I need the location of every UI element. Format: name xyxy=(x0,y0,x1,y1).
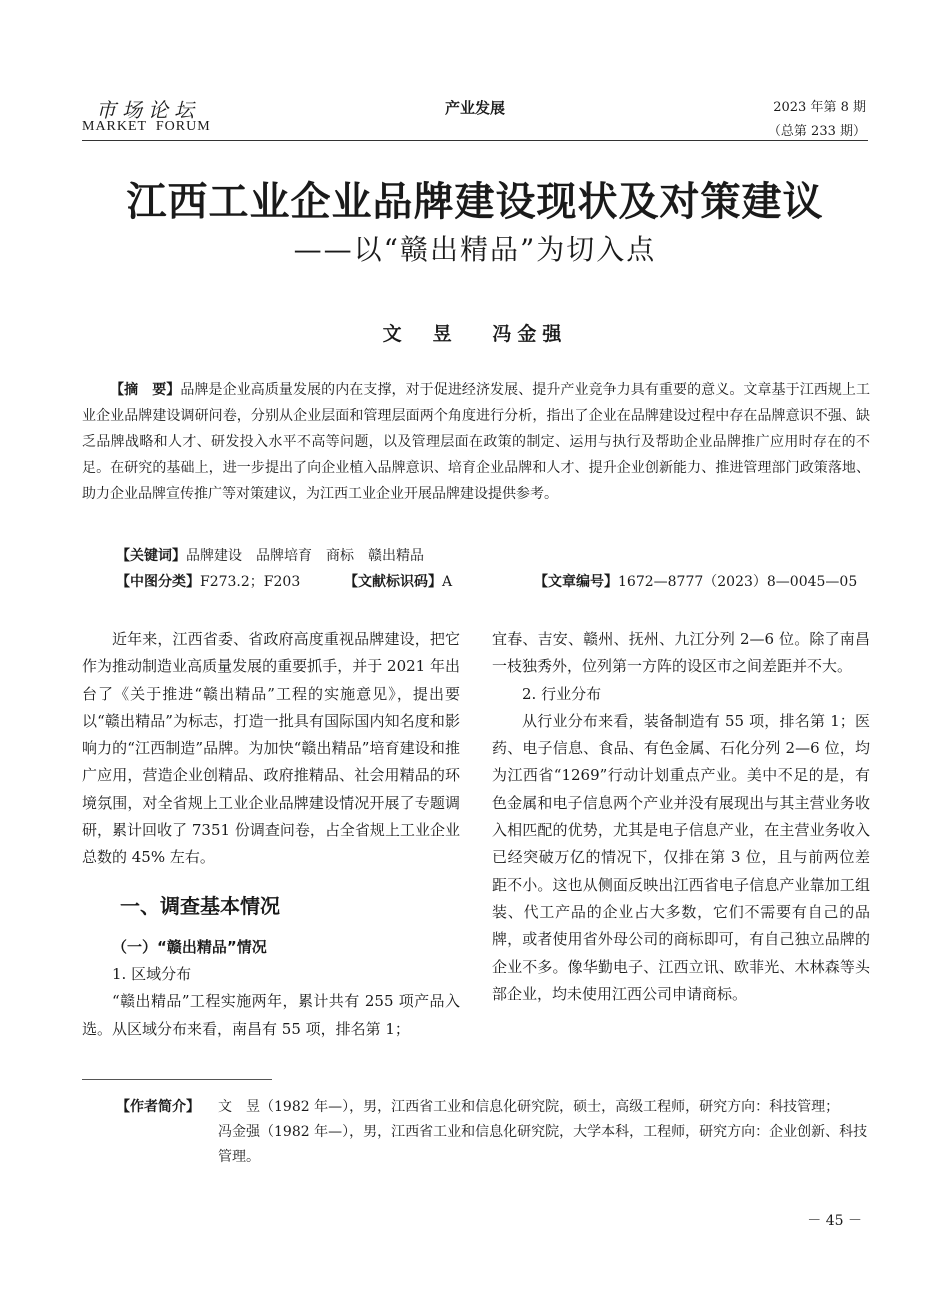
keyword: 商标 xyxy=(326,548,354,564)
author-2: 冯金强 xyxy=(492,323,568,345)
article-subtitle: ——以“赣出精品”为切入点 xyxy=(293,233,657,266)
article-number xyxy=(534,569,857,595)
abstract-text: 品牌是企业高质量发展的内在支撑，对于促进经济发展、提升产业竞争力具有重要的意义。文章基于江西规上工业企业品牌建设调研问卷，分别从企业层面和管理层面两个角度进行分析，指出了企业在品牌建设过程中存在品牌意识不强、缺乏品牌战略和人才、研发投入水平不高等问题，以及管理层面在政策的制定、运用与执行及帮助企业品牌推广应用时存在的不足。在研究的基础上，进一步提出了向企业植入品牌意识、培育企业品牌和人才、提升企业创新能力、推进管理部门政策落地、助力企业品牌宣传推广等对策建议，为江西工业企业开展品牌建设提供参考。 xyxy=(82,382,871,502)
author-bio-text-1: 文 昱（1982 年—），男，江西省工业和信息化研究院，硕士，高级工程师，研究方向：科技管理； xyxy=(218,1099,840,1115)
clc-value: F273.2；F203 xyxy=(200,574,301,590)
authors xyxy=(0,319,950,346)
author-bio-label: 【作者简介】 xyxy=(116,1099,200,1115)
article-title: 江西工业企业品牌建设现状及对策建议 xyxy=(126,178,824,225)
author-bio-text-2: 冯金强（1982 年—），男，江西省工业和信息化研究院，大学本科，工程师，研究方向：企业创新、科技管理。 xyxy=(218,1124,868,1165)
doc-value: A xyxy=(442,574,453,590)
footnote-rule xyxy=(82,1079,272,1080)
doc-label: 【文献标识码】 xyxy=(344,574,442,590)
section-heading: 一、调查基本情况 xyxy=(120,893,280,918)
keyword: 品牌培育 xyxy=(256,548,312,564)
page-number: － 45 － xyxy=(807,1213,862,1229)
keywords xyxy=(116,543,438,569)
classification-row xyxy=(116,569,870,595)
art-value: 1672—8777（2023）8—0045—05 xyxy=(618,574,858,590)
issue-line-1: 2023 年第 8 期 xyxy=(773,100,866,115)
journal-name-cn: 市场论坛 xyxy=(96,98,200,122)
keyword: 品牌建设 xyxy=(186,548,242,564)
section-title: 产业发展 xyxy=(444,99,505,117)
keywords-label: 【关键词】 xyxy=(116,548,186,564)
header-rule xyxy=(82,140,868,141)
author-1: 文 昱 xyxy=(382,323,458,345)
paragraph: “赣出精品”工程实施两年，累计共有 255 项产品入选。从区域分布来看，南昌有 55 项，排名第 1； xyxy=(82,992,460,1038)
issue-info xyxy=(768,96,866,144)
clc-label: 【中图分类】 xyxy=(116,574,200,590)
paragraph: 从行业分布来看，装备制造有 55 项，排名第 1；医药、电子信息、食品、有色金属、石化分列 2—6 位，均为江西省“1269”行动计划重点产业。美中不足的是，有色金属和电子信息两个产业并没有展现出与其主营业务收入相匹配的优势，尤其是电子信息产业，在主营业务收入已经突破万亿的情况下，仅排在第 3 位，且与前两位差距不小。这也从侧面反映出江西省电子信息产业靠加工组装、代工产品的企业占大多数，它们不需要有自己的品牌，或者使用省外母公司的商标即可，有自己独立品牌的企业不多。像华勤电子、江西立讯、欧菲光、木林森等头部企业，均未使用江西公司申请商标。 xyxy=(492,711,870,1003)
body-column-left xyxy=(82,626,460,1043)
issue-line-2: （总第 233 期） xyxy=(767,124,866,139)
subsection-heading: （一）“赣出精品”情况 xyxy=(112,937,267,956)
sub-subsection-heading: 1. 区域分布 xyxy=(112,964,192,983)
author-bio-2 xyxy=(116,1120,870,1170)
paragraph: 近年来，江西省委、省政府高度重视品牌建设，把它作为推动制造业高质量发展的重要抓手，并于 2021 年出台了《关于推进“赣出精品”工程的实施意见》，提出要以“赣出精品”为标志，打造一批具有国际国内知名度和影响力的“江西制造”品牌。为加快“赣出精品”培育建设和推广应用，营造企业创精品、政府推精品、社会用精品的环境氛围，对全省规上工业企业品牌建设情况开展了专题调研，累计回收了 7351 份调查问卷，占全省规上工业企业总数的 45% 左右。 xyxy=(82,630,460,867)
doc-code xyxy=(344,569,452,595)
keyword: 赣出精品 xyxy=(368,548,424,564)
author-bio xyxy=(116,1095,870,1170)
paragraph: 宜春、吉安、赣州、抚州、九江分列 2—6 位。除了南昌一枝独秀外，位列第一方阵的设区市之间差距并不大。 xyxy=(492,630,870,676)
abstract-label: 【摘 要】 xyxy=(110,382,181,398)
abstract xyxy=(82,377,870,507)
sub-subsection-heading: 2. 行业分布 xyxy=(522,684,602,703)
art-label: 【文章编号】 xyxy=(534,574,618,590)
author-bio-1 xyxy=(116,1095,870,1120)
body-column-right xyxy=(492,626,870,1008)
journal-name-en: MARKET FORUM xyxy=(82,119,211,134)
